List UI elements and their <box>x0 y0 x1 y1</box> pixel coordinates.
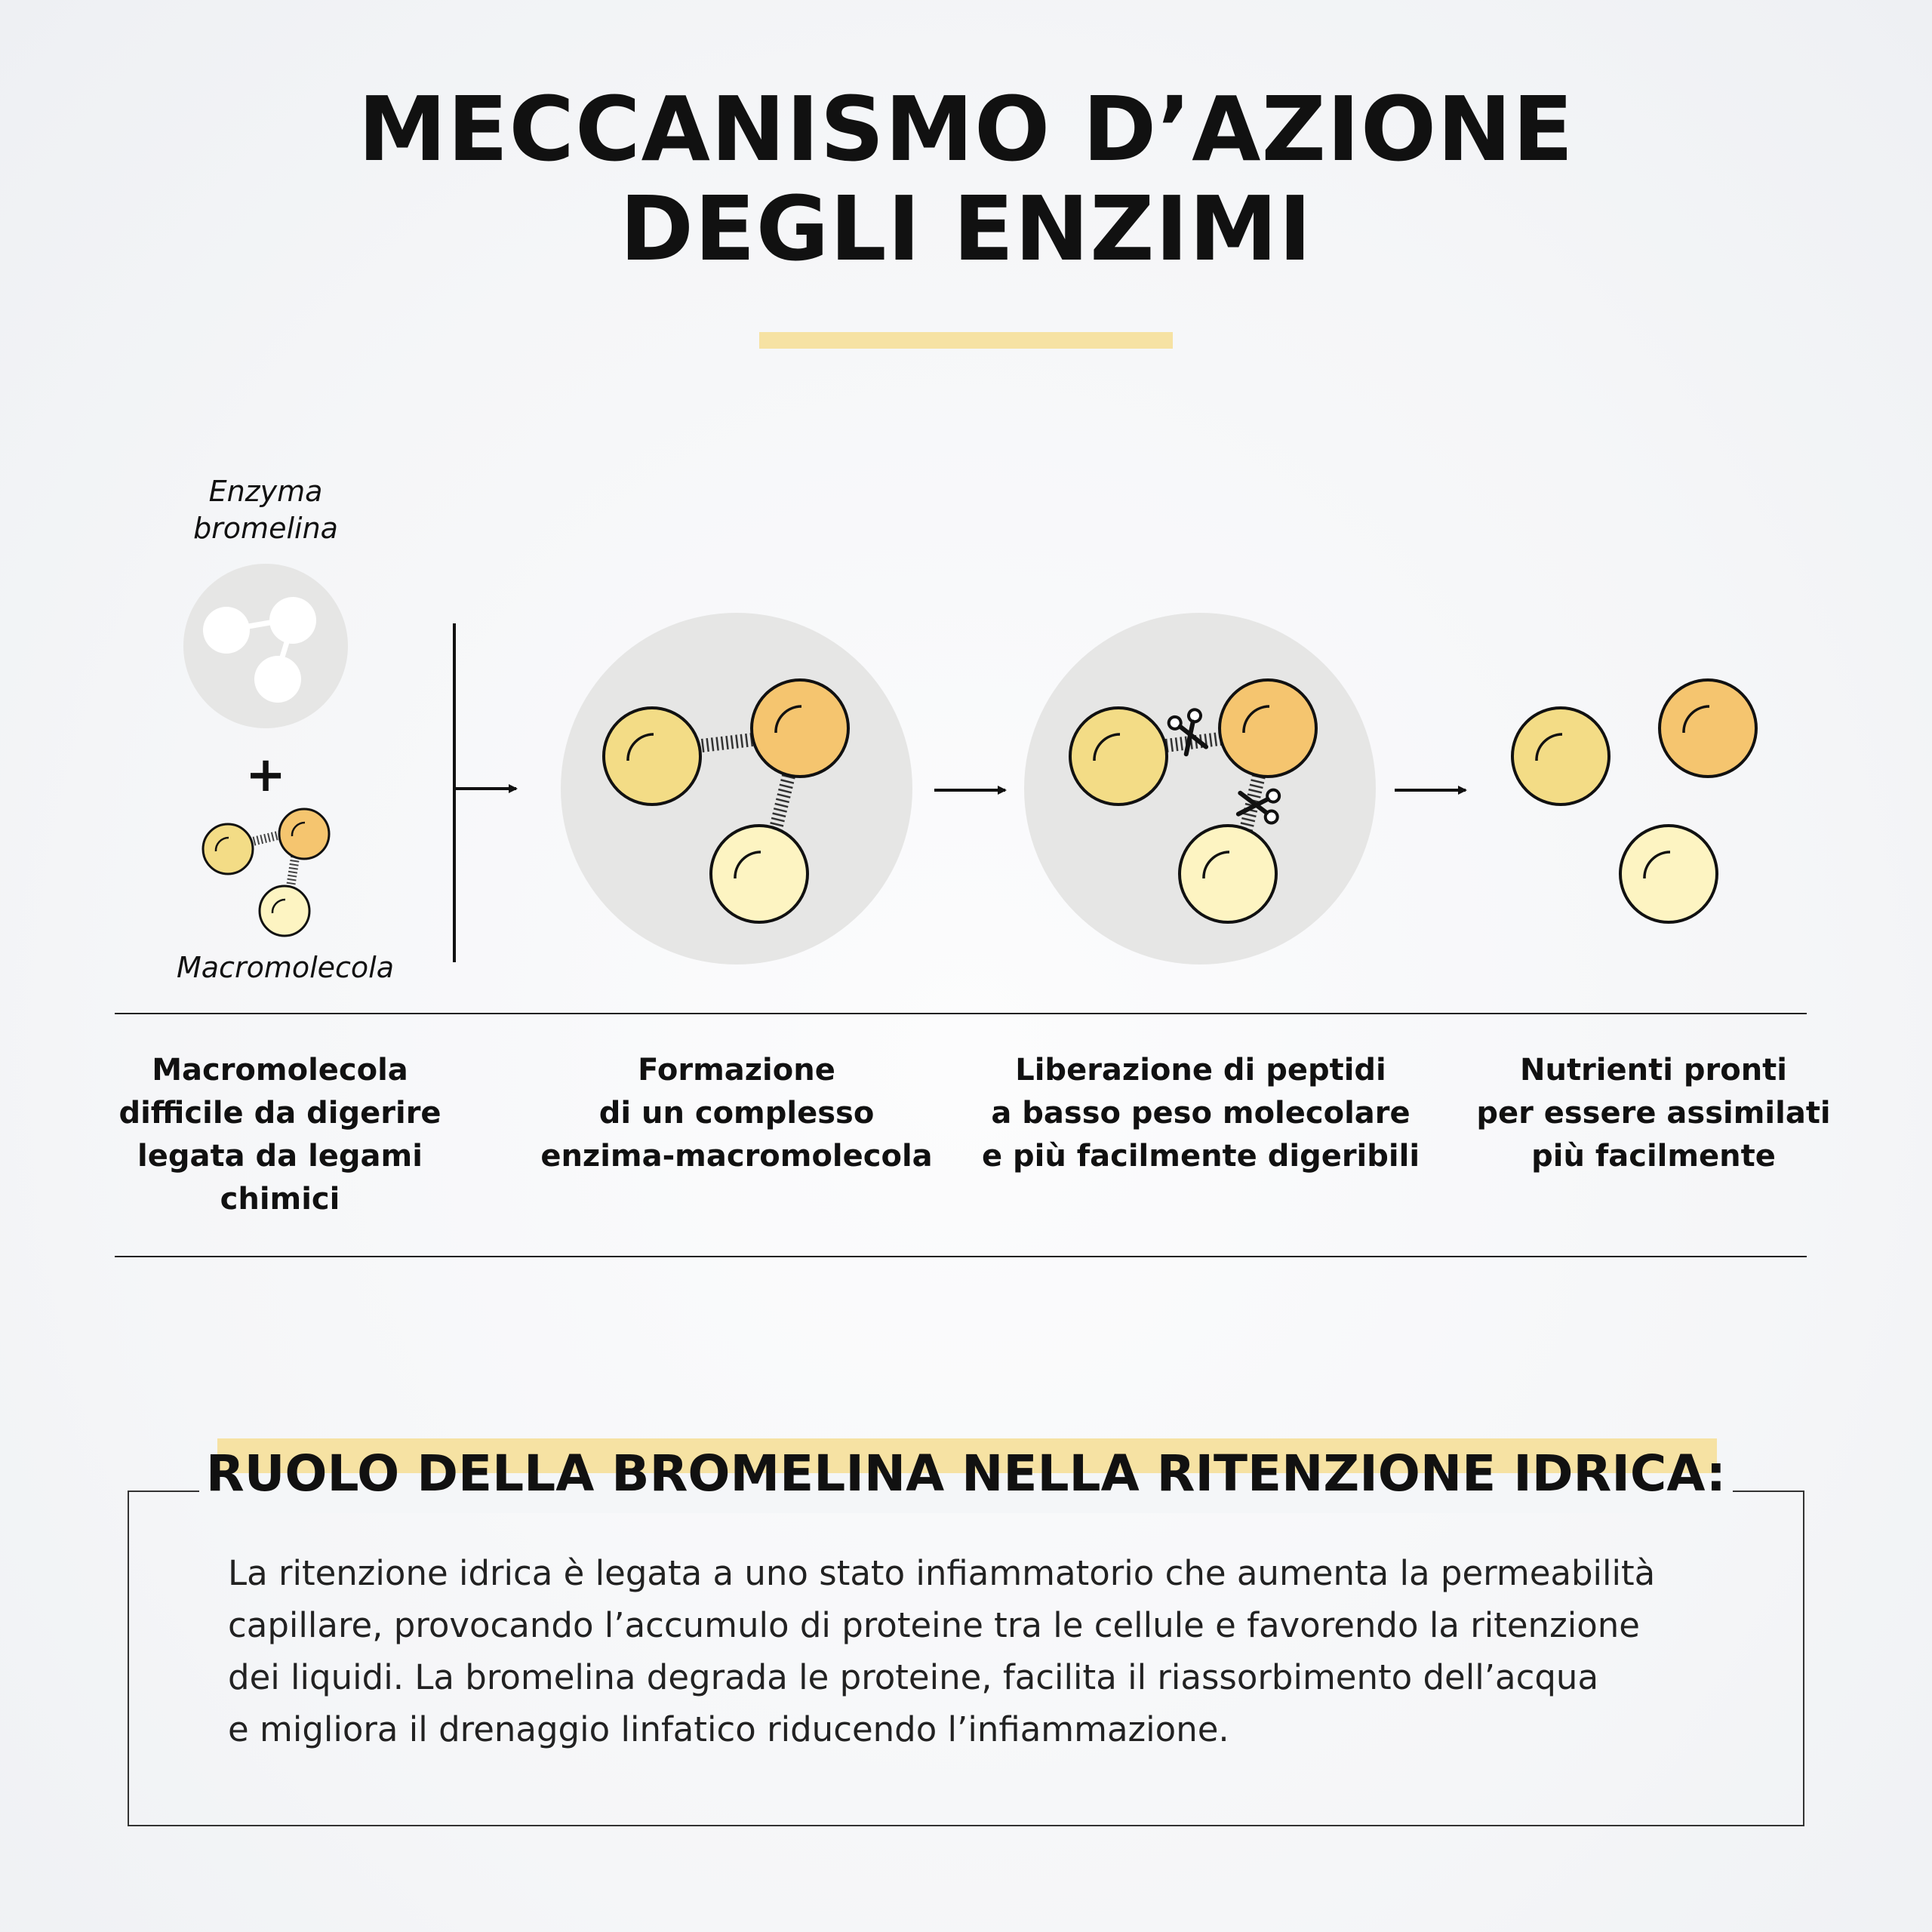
role-heading: RUOLO DELLA BROMELINA NELLA RITENZIONE IDRICA: <box>205 1444 1727 1503</box>
enzyme-label-line-1: Enzyma <box>208 475 323 508</box>
step-1-caption <box>54 1049 506 1221</box>
step-4-line-1: Nutrienti pronti <box>1519 1053 1788 1088</box>
role-body-line-3: dei liquidi. La bromelina degrada le proteine, facilita il riassorbimento dell’acqua <box>228 1657 1599 1697</box>
peptide-release-complex <box>1024 613 1376 964</box>
role-body-line-2: capillare, provocando l’accumulo di proteine tra le cellule e favorendo la ritenzione <box>228 1605 1640 1645</box>
step-2-line-2: di un complesso <box>598 1096 875 1131</box>
step-1-line-2: difficile da digerire <box>118 1096 441 1131</box>
divider-bottom <box>115 1256 1807 1257</box>
step-4-line-2: per essere assimilati <box>1476 1096 1831 1131</box>
divider-top <box>115 1013 1807 1014</box>
step-2-line-1: Formazione <box>638 1053 835 1088</box>
small-macromolecule-icon <box>203 809 329 936</box>
step-2-caption <box>510 1049 963 1178</box>
plus-sign: + <box>245 747 286 803</box>
enzyme-bromelina-icon <box>183 564 348 728</box>
enzyme-label-line-2: bromelina <box>193 512 338 545</box>
title-line-1: MECCANISMO D’AZIONE <box>358 77 1574 181</box>
title-line-2: DEGLI ENZIMI <box>620 177 1312 281</box>
role-body <box>228 1547 1707 1755</box>
role-body-line-4: e migliora il drenaggio linfatico riducendo l’infiammazione. <box>228 1709 1229 1749</box>
step-2-line-3: enzima-macromolecola <box>540 1139 933 1174</box>
step-1-line-3: legata da legami <box>137 1139 423 1174</box>
role-body-line-1: La ritenzione idrica è legata a uno stato infiammatorio che aumenta la permeabilità <box>228 1553 1656 1593</box>
step-3-line-3: e più facilmente digeribili <box>981 1139 1420 1174</box>
step-1-line-4: chimici <box>220 1182 340 1217</box>
step-4-line-3: più facilmente <box>1531 1139 1776 1174</box>
step-4-caption <box>1427 1049 1880 1178</box>
step-3-line-1: Liberazione di peptidi <box>1015 1053 1386 1088</box>
step-3-caption <box>974 1049 1427 1178</box>
enzyme-macromolecule-complex <box>561 613 912 964</box>
macromolecule-label: Macromolecola <box>176 951 395 984</box>
step-3-line-2: a basso peso molecolare <box>991 1096 1411 1131</box>
free-nutrients <box>1512 680 1756 922</box>
step-1-line-1: Macromolecola <box>152 1053 408 1088</box>
